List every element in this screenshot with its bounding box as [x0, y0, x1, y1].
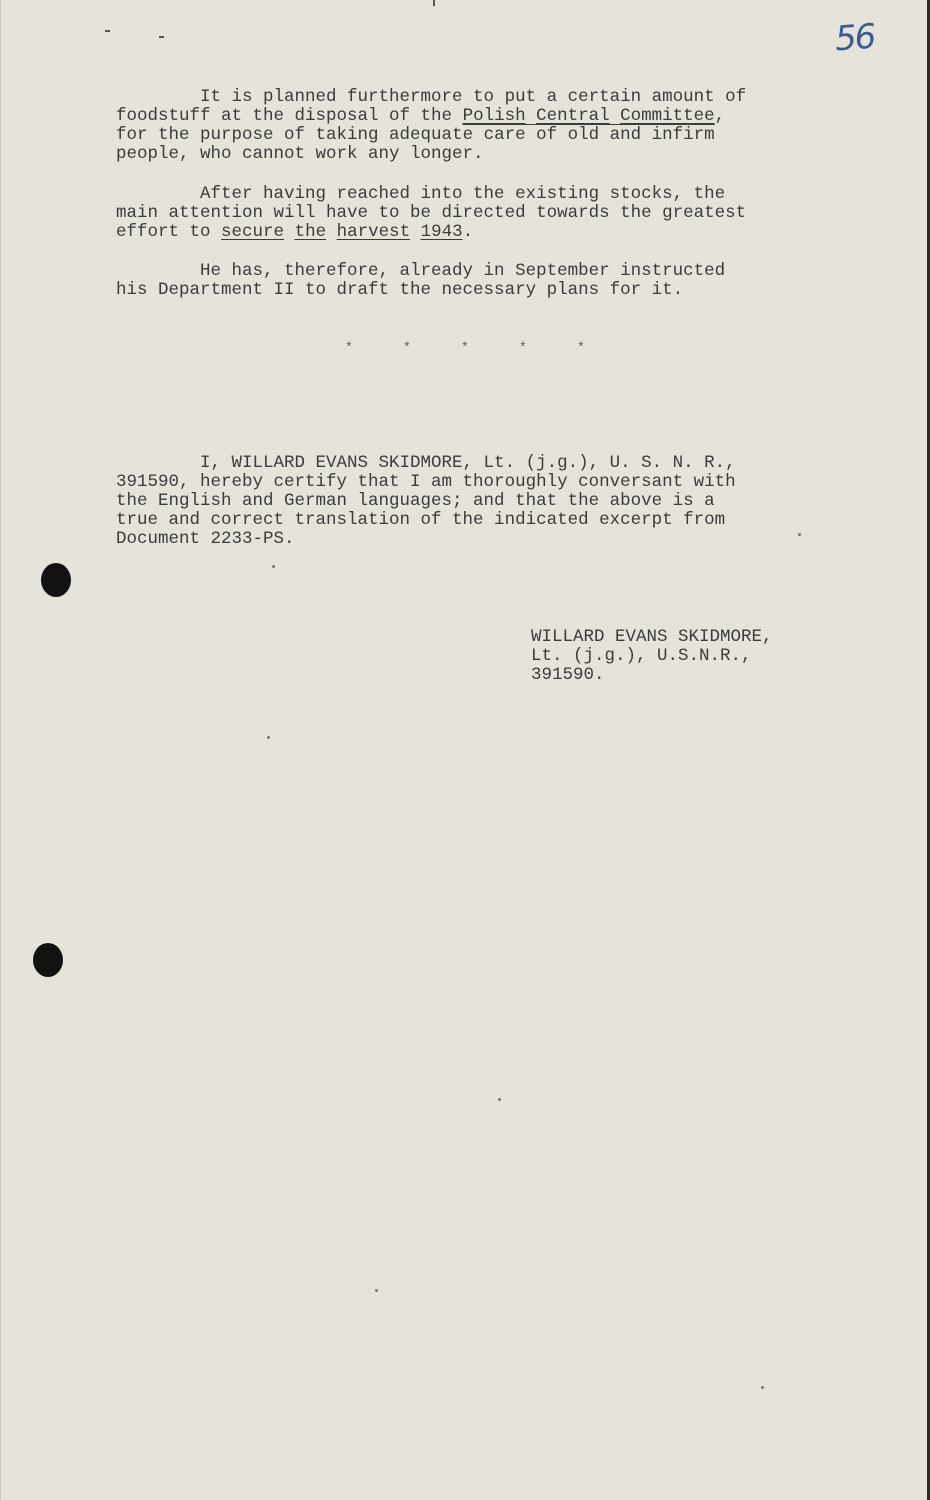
text-line: Document 2233-PS.: [116, 529, 295, 549]
separator-star: *: [345, 340, 353, 355]
signature-rank: Lt. (j.g.), U.S.N.R.,: [531, 646, 752, 666]
text-line: effort to: [116, 222, 222, 242]
text-line: 391590, hereby certify that I am thoroughly conversant with: [116, 472, 736, 492]
text-fragment: ,: [714, 106, 726, 126]
paragraph-harvest: [116, 185, 746, 242]
paper-speck: [267, 736, 270, 739]
text-line: foodstuff at the disposal of the: [116, 106, 463, 126]
separator-star: *: [403, 340, 411, 355]
handwritten-page-number: 56: [833, 16, 876, 60]
underlined-term: the: [294, 222, 327, 242]
text-line: for the purpose of taking adequat: [116, 125, 463, 145]
signature-serial: 391590.: [531, 665, 605, 685]
text-line: It is planned furthermore to put a certain amount of: [116, 87, 747, 107]
paragraph-foodstuff: [116, 88, 746, 164]
text-line: people, who cannot work any longer.: [116, 144, 484, 164]
text-line: the English and German languages; and that the above is a: [116, 491, 715, 511]
underlined-term: 1943: [420, 222, 463, 242]
corner-mark: [159, 36, 164, 38]
overlined-text: e care of old and infirm: [462, 125, 715, 145]
signature-block: [531, 628, 773, 685]
separator-star: *: [577, 340, 585, 355]
text-line: After having reached into the existing stocks, the: [116, 184, 726, 204]
punch-hole: [41, 563, 71, 597]
paper-speck: [761, 1386, 764, 1389]
text-line: main attention will have to be directed towards the greatest: [116, 203, 747, 223]
underlined-term: secure: [221, 222, 285, 242]
separator-star: *: [461, 340, 469, 355]
text-fragment: .: [462, 222, 474, 242]
paper-speck: [272, 565, 275, 568]
paper-speck: [498, 1098, 501, 1101]
text-line: I, WILLARD EVANS SKIDMORE, Lt. (j.g.), U. S. N. R.,: [116, 453, 736, 473]
underlined-term: Polish: [462, 106, 526, 126]
punch-hole: [33, 943, 63, 977]
underlined-term: harvest: [336, 222, 411, 242]
asterisk-separator: [345, 340, 635, 355]
corner-mark: [105, 30, 110, 32]
paragraph-department: [116, 262, 725, 300]
paper-speck: [798, 533, 801, 536]
top-edge-mark: [433, 0, 435, 6]
text-line: true and correct translation of the indicated excerpt from: [116, 510, 726, 530]
underlined-term: Central: [536, 106, 610, 126]
translator-certification: [116, 454, 736, 549]
underlined-term: Committee: [620, 106, 715, 126]
text-line: his Department II to draft the necessary plans for it.: [116, 280, 684, 300]
text-line: He has, therefore, already in September instructed: [116, 261, 726, 281]
signature-name: WILLARD EVANS SKIDMORE,: [531, 627, 773, 647]
separator-star: *: [519, 340, 527, 355]
paper-speck: [375, 1289, 378, 1292]
